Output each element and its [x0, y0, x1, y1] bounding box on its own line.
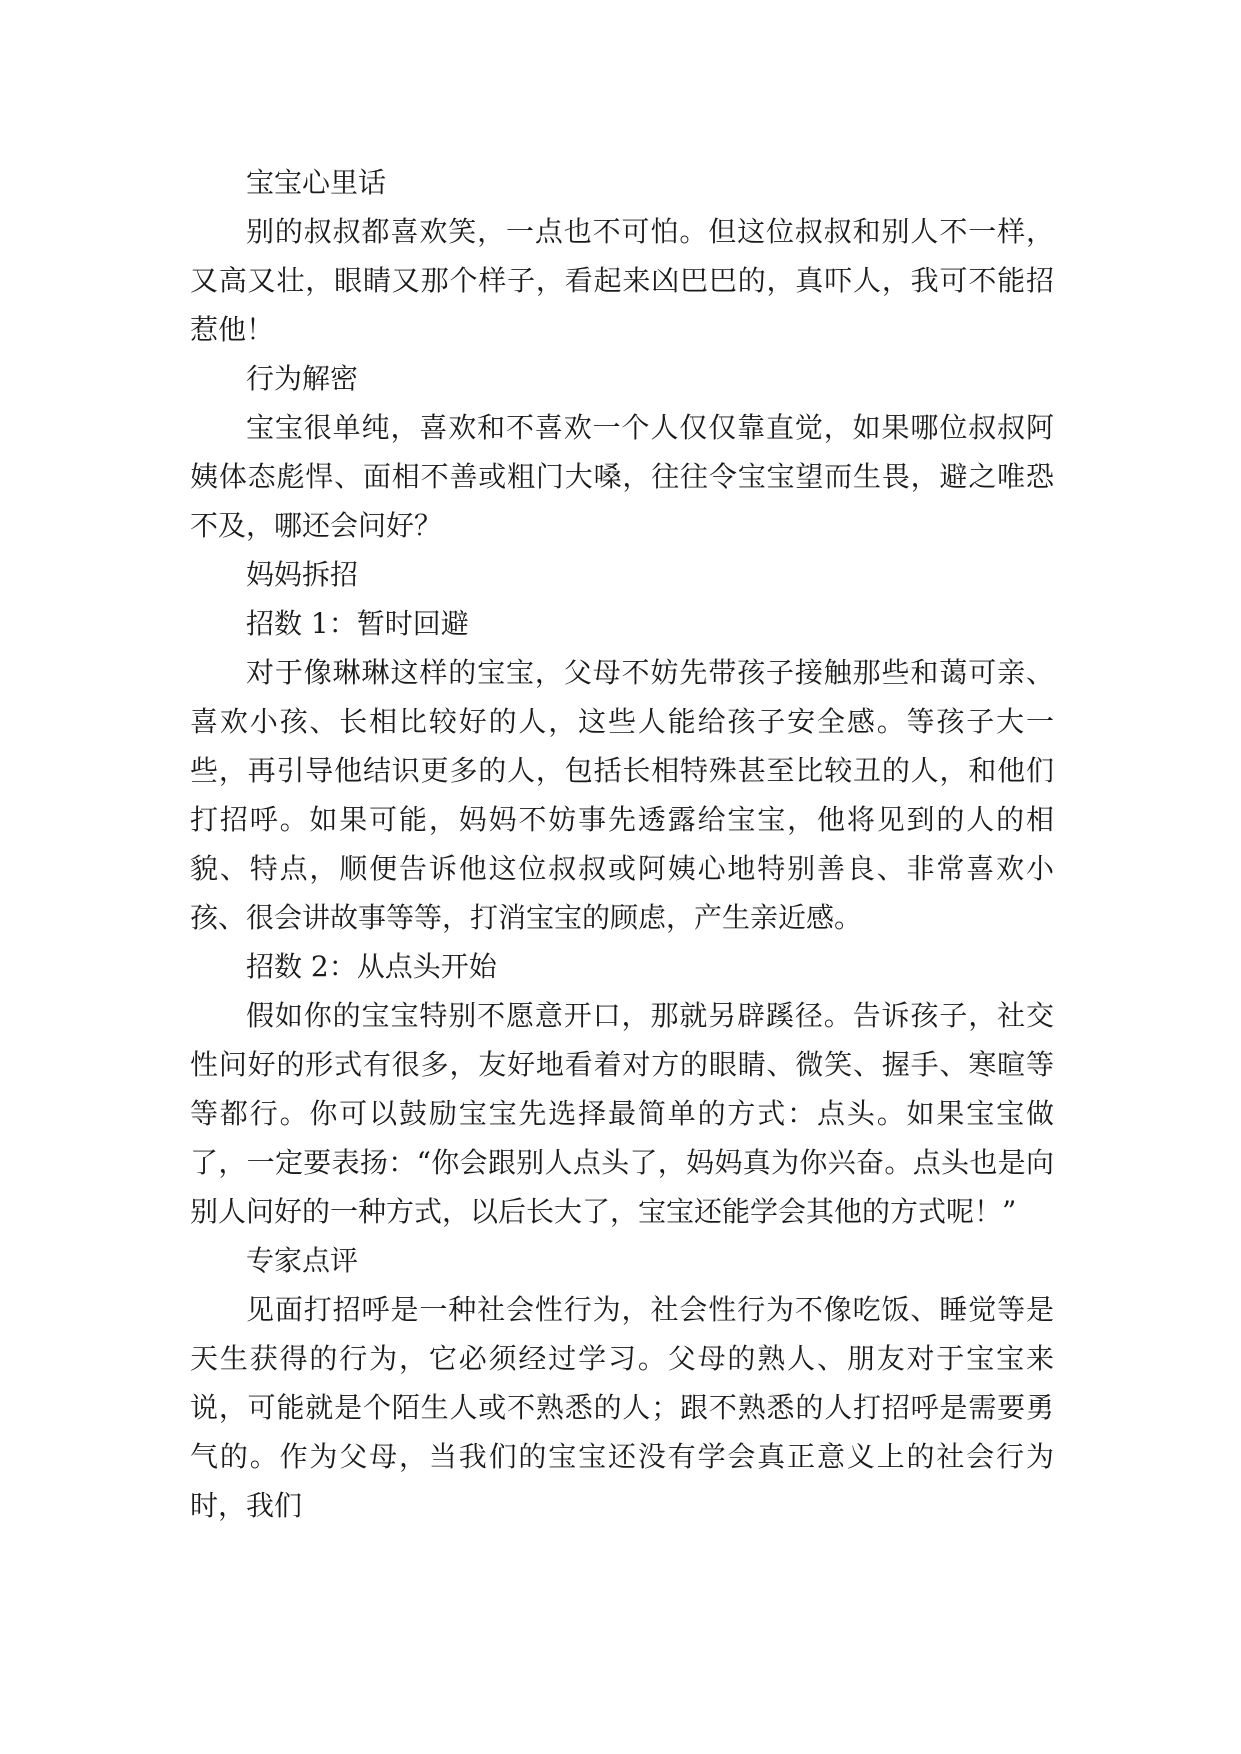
paragraph-baby-words: 别的叔叔都喜欢笑，一点也不可怕。但这位叔叔和别人不一样，又高又壮，眼睛又那个样子，看起来凶巴巴的，真吓人，我可不能招惹他！ [190, 215, 1054, 346]
paragraph-expert-comment: 见面打招呼是一种社会性行为，社会性行为不像吃饭、睡觉等是天生获得的行为，它必须经过学习。父母的熟人、朋友对于宝宝来说，可能就是个陌生人或不熟悉的人；跟不熟悉的人打招呼是需要勇气的。作为父母，当我们的宝宝还没有学会真正意义上的社会行为时，我们 [190, 1293, 1054, 1522]
document-page [190, 158, 1054, 1530]
section-heading-baby-words: 宝宝心里话 [246, 166, 387, 199]
paragraph-behavior-decoding: 宝宝很单纯，喜欢和不喜欢一个人仅仅靠直觉，如果哪位叔叔阿姨体态彪悍、面相不善或粗门大嗓，往往令宝宝望而生畏，避之唯恐不及，哪还会问好？ [190, 411, 1054, 542]
paragraph-tip-1: 对于像琳琳这样的宝宝，父母不妨先带孩子接触那些和蔼可亲、喜欢小孩、长相比较好的人，这些人能给孩子安全感。等孩子大一些，再引导他结识更多的人，包括长相特殊甚至比较丑的人，和他们打招呼。如果可能，妈妈不妨事先透露给宝宝，他将见到的人的相貌、特点，顺便告诉他这位叔叔或阿姨心地特别善良、非常喜欢小孩、很会讲故事等等，打消宝宝的顾虑，产生亲近感。 [190, 656, 1054, 934]
paragraph-tip-2: 假如你的宝宝特别不愿意开口，那就另辟蹊径。告诉孩子，社交性问好的形式有很多，友好地看着对方的眼睛、微笑、握手、寒暄等等都行。你可以鼓励宝宝先选择最简单的方式：点头。如果宝宝做了，一定要表扬：“你会跟别人点头了，妈妈真为你兴奋。点头也是向别人问好的一种方式，以后长大了，宝宝还能学会其他的方式呢！” [190, 999, 1054, 1228]
section-heading-behavior-decoding: 行为解密 [246, 362, 359, 395]
section-heading-mom-tips: 妈妈拆招 [246, 558, 359, 591]
subheading-tip-1: 招数 1：暂时回避 [246, 607, 469, 640]
subheading-tip-2: 招数 2：从点头开始 [246, 950, 497, 983]
section-heading-expert-comment: 专家点评 [246, 1244, 359, 1277]
